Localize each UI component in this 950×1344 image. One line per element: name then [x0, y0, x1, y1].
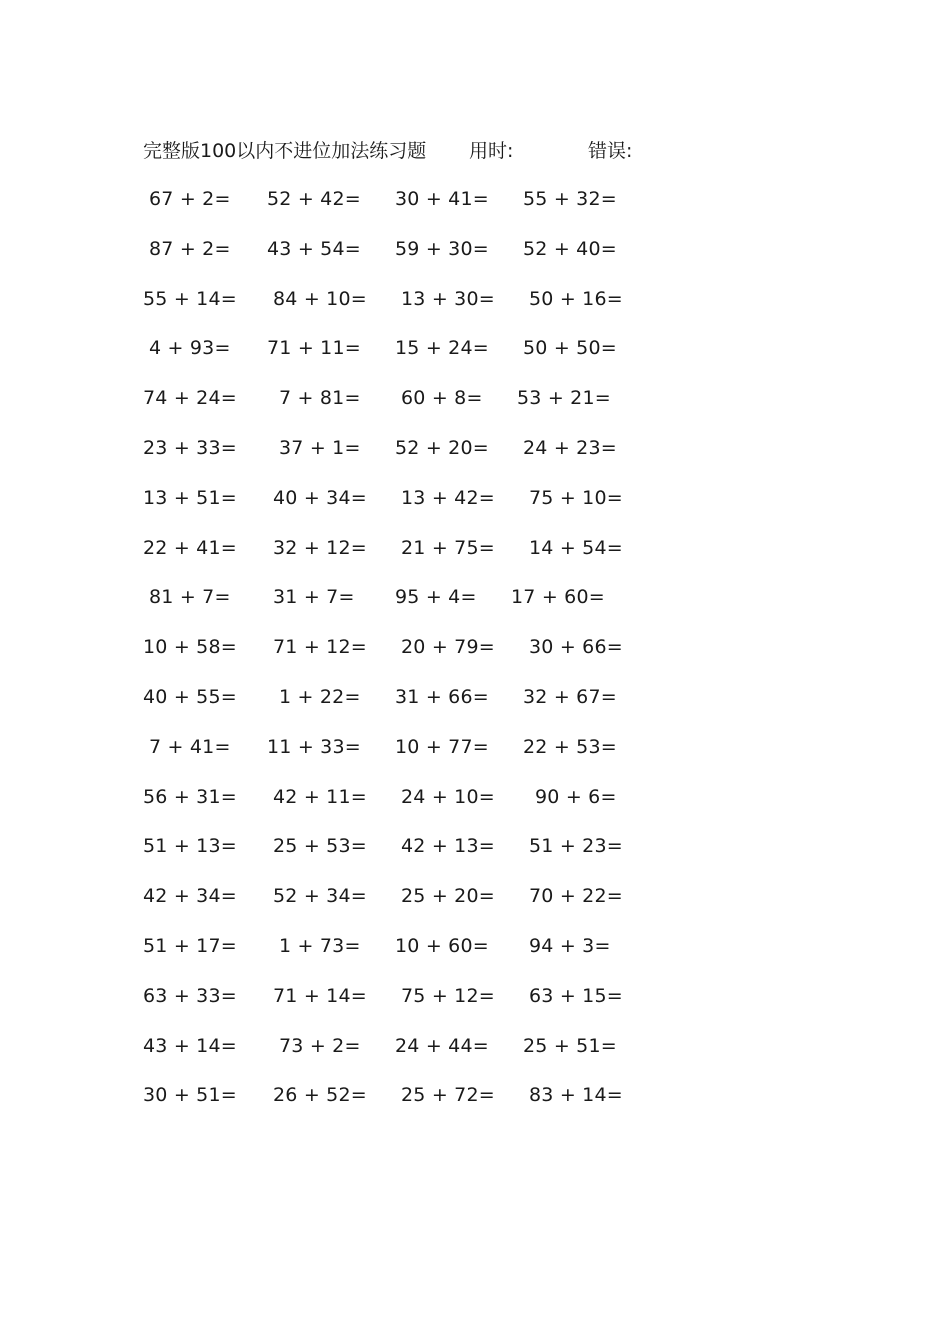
problem-row — [143, 979, 663, 1029]
problem-cell: 42 + 11= — [273, 785, 367, 808]
problem-cell: 15 + 24= — [395, 337, 489, 360]
problem-row — [143, 680, 663, 730]
problem-cell: 25 + 53= — [273, 835, 367, 858]
problem-cell: 59 + 30= — [395, 237, 489, 260]
problem-cell: 43 + 54= — [267, 237, 361, 260]
problem-cell: 25 + 20= — [401, 885, 495, 908]
problem-cell: 74 + 24= — [143, 387, 237, 410]
problem-cell: 10 + 60= — [395, 934, 489, 957]
problem-cell: 50 + 16= — [529, 287, 623, 310]
problem-cell: 22 + 53= — [523, 735, 617, 758]
problem-row — [143, 879, 663, 929]
problem-cell: 13 + 30= — [401, 287, 495, 310]
problem-row — [143, 780, 663, 830]
problem-cell: 32 + 12= — [273, 536, 367, 559]
problem-cell: 75 + 12= — [401, 984, 495, 1007]
problem-cell: 30 + 41= — [395, 188, 489, 210]
problem-cell: 51 + 17= — [143, 934, 237, 957]
problem-cell: 53 + 21= — [517, 387, 611, 410]
problem-cell: 40 + 55= — [143, 685, 237, 708]
problem-cell: 7 + 81= — [279, 387, 361, 410]
problem-cell: 20 + 79= — [401, 636, 495, 659]
problem-cell: 1 + 22= — [279, 685, 361, 708]
problem-cell: 40 + 34= — [273, 486, 367, 509]
problem-cell: 21 + 75= — [401, 536, 495, 559]
problem-cell: 30 + 51= — [143, 1084, 237, 1107]
problem-cell: 87 + 2= — [149, 237, 231, 260]
problem-cell: 71 + 12= — [273, 636, 367, 659]
problem-cell: 52 + 42= — [267, 188, 361, 210]
problem-row — [143, 730, 663, 780]
problem-cell: 70 + 22= — [529, 885, 623, 908]
problem-cell: 14 + 54= — [529, 536, 623, 559]
errors-label: 错误: — [588, 140, 633, 162]
problem-cell: 7 + 41= — [149, 735, 231, 758]
problem-cell: 32 + 67= — [523, 685, 617, 708]
problem-cell: 63 + 33= — [143, 984, 237, 1007]
problem-cell: 51 + 23= — [529, 835, 623, 858]
problem-cell: 75 + 10= — [529, 486, 623, 509]
problem-cell: 11 + 33= — [267, 735, 361, 758]
problem-row — [143, 1078, 663, 1128]
problem-cell: 17 + 60= — [511, 586, 605, 609]
problem-cell: 71 + 14= — [273, 984, 367, 1007]
time-label: 用时: — [469, 140, 514, 162]
problem-cell: 94 + 3= — [529, 934, 611, 957]
problem-cell: 31 + 7= — [273, 586, 355, 609]
problem-cell: 13 + 42= — [401, 486, 495, 509]
problem-row — [143, 531, 663, 581]
problem-cell: 83 + 14= — [529, 1084, 623, 1107]
problem-row — [143, 929, 663, 979]
problem-row — [143, 282, 663, 332]
problem-cell: 84 + 10= — [273, 287, 367, 310]
problem-cell: 25 + 72= — [401, 1084, 495, 1107]
problem-cell: 71 + 11= — [267, 337, 361, 360]
problem-row — [143, 580, 663, 630]
problem-cell: 24 + 44= — [395, 1034, 489, 1057]
problem-cell: 43 + 14= — [143, 1034, 237, 1057]
problem-row — [143, 381, 663, 431]
problem-row — [143, 431, 663, 481]
problem-cell: 52 + 40= — [523, 237, 617, 260]
problem-row — [143, 481, 663, 531]
problem-cell: 23 + 33= — [143, 436, 237, 459]
problem-row — [143, 1029, 663, 1079]
problem-cell: 52 + 34= — [273, 885, 367, 908]
problem-cell: 37 + 1= — [279, 436, 361, 459]
problem-cell: 31 + 66= — [395, 685, 489, 708]
problem-cell: 51 + 13= — [143, 835, 237, 858]
problem-row — [143, 331, 663, 381]
problem-cell: 10 + 77= — [395, 735, 489, 758]
worksheet-title: 完整版100以内不进位加法练习题 — [143, 140, 427, 162]
problem-cell: 95 + 4= — [395, 586, 477, 609]
problem-grid — [143, 182, 663, 1128]
problem-cell: 73 + 2= — [279, 1034, 361, 1057]
problem-cell: 22 + 41= — [143, 536, 237, 559]
problem-cell: 60 + 8= — [401, 387, 483, 410]
problem-cell: 30 + 66= — [529, 636, 623, 659]
problem-cell: 63 + 15= — [529, 984, 623, 1007]
problem-cell: 26 + 52= — [273, 1084, 367, 1107]
problem-cell: 25 + 51= — [523, 1034, 617, 1057]
problem-cell: 42 + 13= — [401, 835, 495, 858]
problem-cell: 24 + 23= — [523, 436, 617, 459]
problem-cell: 55 + 14= — [143, 287, 237, 310]
problem-cell: 56 + 31= — [143, 785, 237, 808]
problem-cell: 67 + 2= — [149, 188, 231, 210]
problem-cell: 81 + 7= — [149, 586, 231, 609]
problem-cell: 10 + 58= — [143, 636, 237, 659]
problem-row — [143, 829, 663, 879]
problem-cell: 52 + 20= — [395, 436, 489, 459]
problem-cell: 42 + 34= — [143, 885, 237, 908]
problem-row — [143, 630, 663, 680]
problem-cell: 50 + 50= — [523, 337, 617, 360]
problem-cell: 90 + 6= — [535, 785, 617, 808]
problem-cell: 24 + 10= — [401, 785, 495, 808]
problem-cell: 1 + 73= — [279, 934, 361, 957]
problem-cell: 4 + 93= — [149, 337, 231, 360]
problem-cell: 13 + 51= — [143, 486, 237, 509]
problem-cell: 55 + 32= — [523, 188, 617, 210]
problem-row — [143, 232, 663, 282]
problem-row — [143, 182, 663, 232]
